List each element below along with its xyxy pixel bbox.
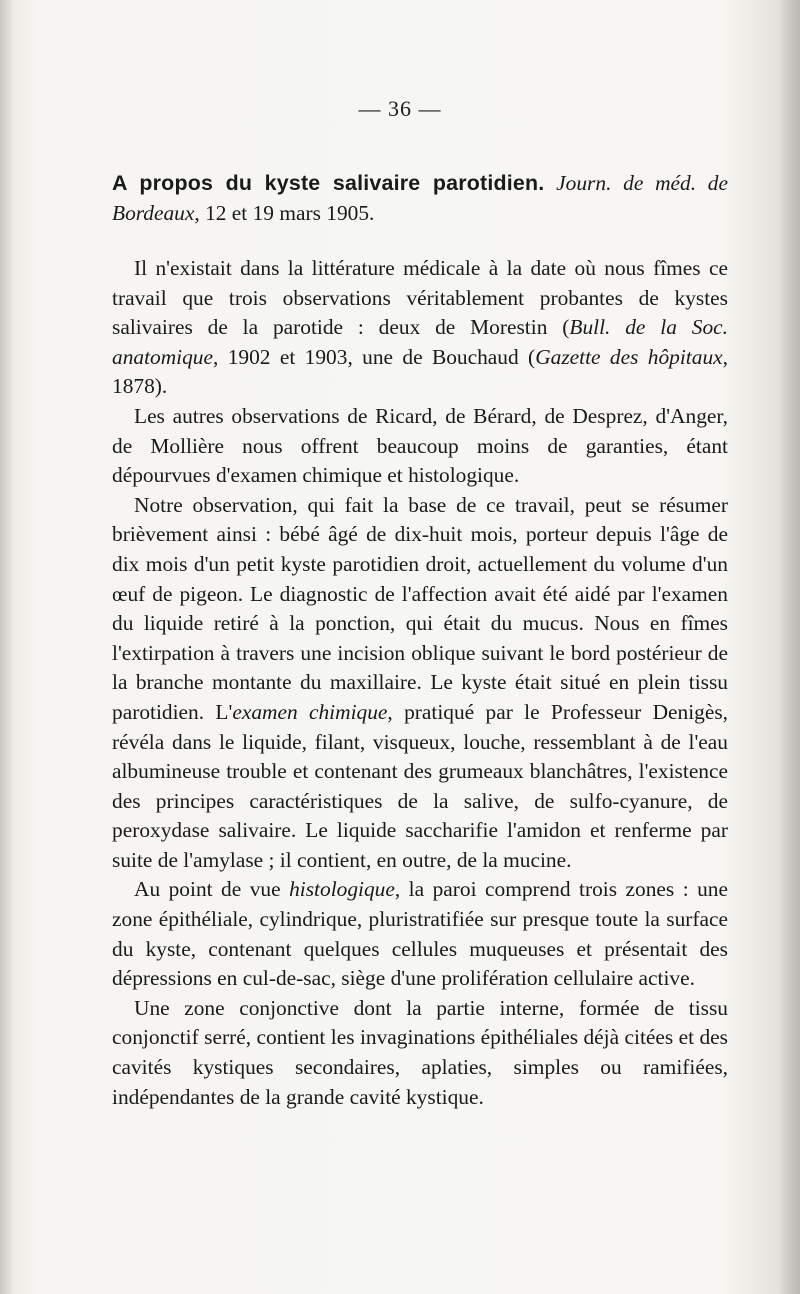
title-bold-text: A propos du kyste salivaire parotidien.	[112, 171, 545, 195]
publication-date: , 12 et 19 mars 1905.	[194, 201, 375, 225]
paragraph-text: , 1878).	[112, 344, 728, 399]
article-title	[112, 168, 728, 228]
page-number: — 36 —	[358, 96, 442, 121]
paragraph	[112, 994, 728, 1112]
italic-text: histologique	[289, 877, 395, 902]
article-body	[112, 254, 728, 1112]
italic-text: Gazette des hôpitaux	[535, 344, 723, 369]
paragraph-text: Les autres observations de Ricard, de Bérard, de Desprez, d'Anger, de Mollière nous offrent beaucoup moins de garanties, étant dépourvues d'examen chimique et histologique.	[112, 403, 728, 488]
journal-reference: Journ. de méd. de Bordeaux	[112, 171, 728, 225]
paragraph-text: Notre observation, qui fait la base de ce travail, peut se résumer brièvement ainsi : bébé âgé de dix-huit mois, porteur depuis l'âge de dix mois d'un petit kyste parotidien droit, actuellement du volume d'un œuf de pigeon. Le diagnostic de l'affection avait été aidé par l'examen du liquide retiré à la ponction, qui était du mucus. Nous en fîmes l'extirpation à travers une incision oblique suivant le bord postérieur de la branche montante du maxillaire. Le kyste était situé en plein tissu parotidien. L'	[112, 492, 728, 724]
page-edge-shadow-left	[0, 0, 14, 1294]
paragraph	[112, 402, 728, 491]
paragraph	[112, 254, 728, 402]
paragraph-text: , 1902 et 1903, une de Bouchaud (	[213, 344, 536, 369]
paragraph	[112, 875, 728, 993]
italic-text: Bull. de la Soc. anatomique	[112, 315, 728, 369]
paragraph-text: Il n'existait dans la littérature médicale à la date où nous fîmes ce travail que trois observations véritablement probantes de kystes salivaires de la parotide : deux de Morestin (	[112, 256, 728, 340]
paragraph-text: Au point de vue	[134, 877, 290, 902]
paragraph-text: Une zone conjonctive dont la partie interne, formée de tissu conjonctif serré, contient les invaginations épithéliales déjà citées et des cavités kystiques secondaires, aplaties, simples ou ramifiées, indépendantes de la grande cavité kystique.	[112, 995, 728, 1109]
paragraph-text: , la paroi comprend trois zones : une zone épithéliale, cylindrique, pluristratifiée sur presque toute la surface du kyste, contenant quelques cellules muqueuses et présentait des dépressions en cul-de-sac, siège d'une prolifération cellulaire active.	[112, 877, 728, 991]
paragraph-text: , pratiqué par le Professeur Denigès, révéla dans le liquide, filant, visqueux, louche, ressemblant à de l'eau albumineuse trouble et contenant des grumeaux blanchâtres, l'existence des principes caractéristiques de la salive, de sulfo-cyanure, de peroxydase salivaire. Le liquide saccharifie l'amidon et renferme par suite de l'amylase ; il contient, en outre, de la mucine.	[112, 699, 729, 872]
page-edge-shadow-right	[778, 0, 800, 1294]
italic-text: examen chimique	[232, 699, 388, 724]
paragraph	[112, 491, 728, 876]
